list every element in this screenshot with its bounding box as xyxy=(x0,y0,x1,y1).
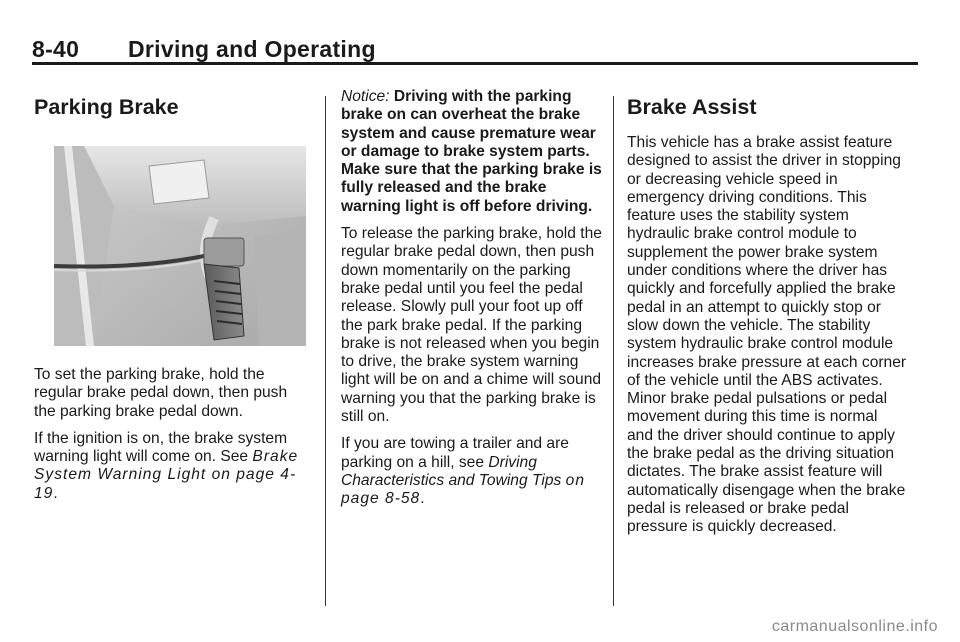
section-title: Driving and Operating xyxy=(128,36,376,62)
paragraph-set-parking-brake: To set the parking brake, hold the regular brake pedal down, then push the parking brake pedal down. xyxy=(34,366,288,420)
towing-text: If you are towing a trailer and are parking on a hill, see xyxy=(341,435,569,471)
notice-paragraph xyxy=(341,88,603,216)
warning-light-text: If the ignition is on, the brake system warning light will come on. See xyxy=(34,429,288,466)
column-release xyxy=(341,88,603,518)
link-driving-characteristics-page[interactable]: on page 8-58 xyxy=(341,471,585,508)
parking-brake-pedal-illustration xyxy=(54,146,306,346)
paragraph-towing xyxy=(341,435,603,508)
column-divider xyxy=(325,96,326,606)
column-parking-brake xyxy=(34,88,312,512)
link-driving-characteristics-title[interactable]: Driving Characteristics and Towing Tips xyxy=(341,453,562,489)
period: . xyxy=(53,484,58,502)
header-rule xyxy=(32,62,918,65)
period: . xyxy=(420,490,425,508)
column-brake-assist xyxy=(627,88,907,546)
notice-label: Notice: xyxy=(341,88,390,105)
paragraph-release-parking-brake: To release the parking brake, hold the regular brake pedal down, then push down momentarily on the parking brake pedal until you feel the pedal release. Slowly pull your foot up off the park brake pedal. If the parking brake is not released when you begin to drive, the brake system warning light will be on and a chime will sound warning you that the parking brake is still on. xyxy=(341,225,602,426)
paragraph-brake-assist: This vehicle has a brake assist feature designed to assist the driver in stopping or decreasing vehicle speed in emergency driving conditions. This feature uses the stability system hydraulic brake control module to supplement the power brake system under conditions where the driver has quickly and forcefully applied the brake pedal in an attempt to quickly stop or slow down the vehicle. The stability system hydraulic brake control module increases brake pressure at each corner of the vehicle until the ABS activates. Minor brake pedal pulsations or pedal movement during this time is normal and the driver should continue to apply the brake pedal as the driving situation dictates. The brake assist feature will automatically disengage when the brake pedal is released or brake pedal pressure is quickly decreased. xyxy=(627,134,907,536)
heading-parking-brake: Parking Brake xyxy=(34,95,179,119)
notice-text: Driving with the parking brake on can overheat the brake system and cause premature wear or damage to brake system parts. Make sure that the parking brake is fully released and the brake warning light is off before driving. xyxy=(341,88,602,215)
link-brake-system-warning-light[interactable]: Brake System Warning Light on page 4-19 xyxy=(34,448,299,502)
column-divider xyxy=(613,96,614,606)
watermark: carmanualsonline.info xyxy=(771,618,938,635)
page-number: 8-40 xyxy=(32,36,80,62)
heading-brake-assist: Brake Assist xyxy=(627,95,757,119)
paragraph-warning-light xyxy=(34,430,312,503)
